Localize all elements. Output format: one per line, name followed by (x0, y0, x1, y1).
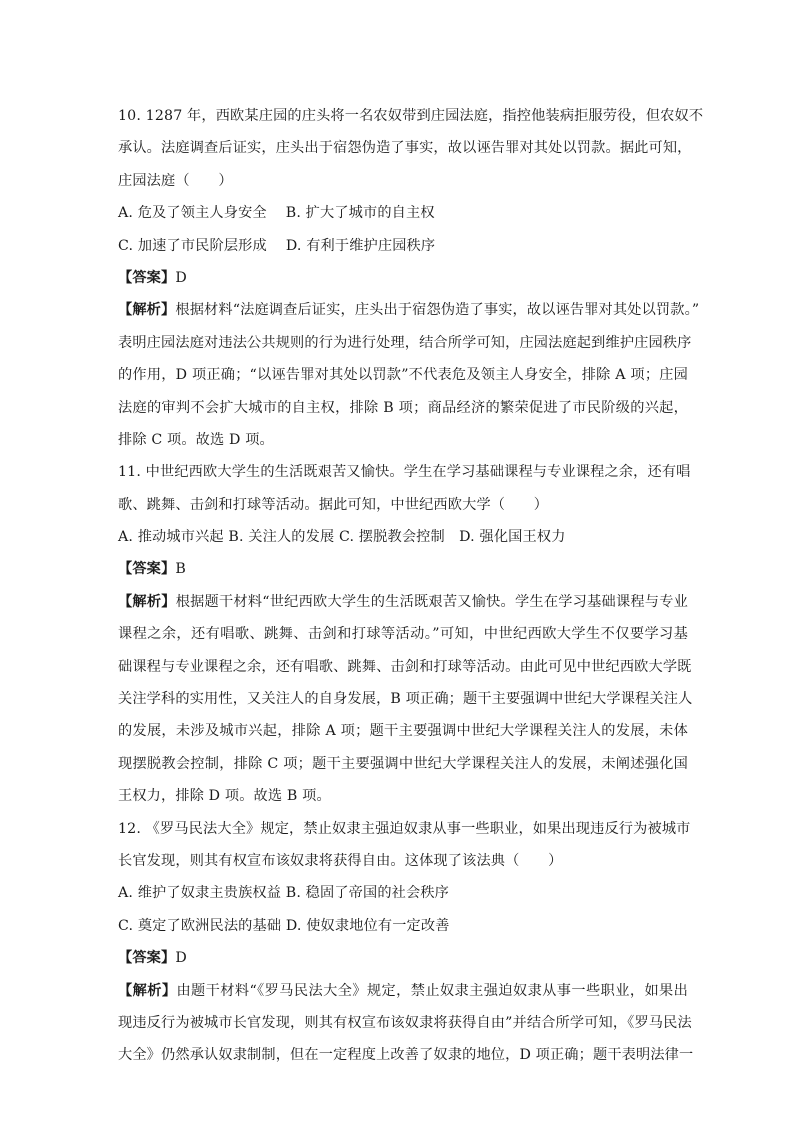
question-12-options-line-1: A. 维护了奴隶主贵族权益 B. 稳固了帝国的社会秩序 (118, 885, 450, 902)
analysis-tag: 【解析】 (118, 982, 177, 999)
question-12-analysis-line-1 (118, 975, 688, 1007)
answer-tag: 【答案】 (118, 950, 176, 967)
question-11-analysis-line-6: 现摆脱教会控制，排除 C 项；题干主要强调中世纪大学课程关注人的发展，未阐述强化国 (118, 755, 688, 772)
question-12-answer (118, 942, 688, 974)
question-11-stem-line-1: 11. 中世纪西欧大学生的生活既艰苦又愉快。学生在学习基础课程与专业课程之余，还有唱 (118, 464, 691, 481)
answer-tag: 【答案】 (118, 561, 176, 578)
question-10-analysis-line-1 (118, 294, 700, 326)
answer-value: D (175, 269, 187, 286)
question-12-analysis-line-3: 大全》仍然承认奴隶制制，但在一定程度上改善了奴隶的地位，D 项正确；题干表明法律一 (118, 1047, 694, 1064)
question-11-analysis-line-7: 王权力，排除 D 项。故选 B 项。 (118, 788, 331, 805)
question-10-options-line-2: C. 加速了市民阶层形成 D. 有利于维护庄园秩序 (118, 237, 436, 254)
document-page (118, 100, 704, 1072)
analysis-text: 根据材料“法庭调查后证实，庄头出于宿怨伪造了事实，故以诬告罪对其处以罚款。” (175, 302, 700, 319)
question-11-analysis-line-5: 的发展，未涉及城市兴起，排除 A 项；题干主要强调中世纪大学课程关注人的发展，未体 (118, 723, 688, 740)
question-10 (118, 100, 704, 456)
answer-tag: 【答案】 (118, 269, 176, 286)
question-11-stem-line-2: 歌、跳舞、击剑和打球等活动。据此可知，中世纪西欧大学（ ） (118, 496, 549, 513)
analysis-tag: 【解析】 (118, 593, 176, 610)
question-11-analysis-line-3: 础课程与专业课程之余，还有唱歌、跳舞、击剑和打球等活动。由此可见中世纪西欧大学既 (118, 658, 692, 675)
question-10-stem-line-1: 10. 1287 年，西欧某庄园的庄头将一名农奴带到庄园法庭，指控他装病拒服劳役，但农奴不 (118, 108, 704, 124)
question-11-options-line-1: A. 推动城市兴起 B. 关注人的发展 C. 摆脱教会控制 D. 强化国王权力 (118, 529, 566, 546)
question-10-analysis-line-3: 的作用，D 项正确；“以诬告罪对其处以罚款”不代表危及领主人身安全，排除 A 项；庄园 (118, 367, 688, 384)
question-11 (118, 456, 693, 812)
question-10-analysis-line-5: 排除 C 项。故选 D 项。 (118, 431, 274, 448)
question-10-analysis-line-4: 法庭的审判不会扩大城市的自主权，排除 B 项；商品经济的繁荣促进了市民阶级的兴起， (118, 399, 688, 416)
answer-value: B (175, 561, 186, 578)
question-12-stem-line-2: 长官发现，则其有权宣布该奴隶将获得自由。这体现了该法典（ ） (118, 852, 563, 869)
question-11-analysis-line-2: 课程之余，还有唱歌、跳舞、击剑和打球等活动。”可知，中世纪西欧大学生不仅要学习基 (118, 626, 688, 643)
question-11-answer (118, 553, 688, 585)
question-12-options-line-2: C. 奠定了欧洲民法的基础 D. 使奴隶地位有一定改善 (118, 917, 450, 934)
question-10-stem-line-2: 承认。法庭调查后证实，庄头出于宿怨伪造了事实，故以诬告罪对其处以罚款。据此可知， (118, 140, 692, 157)
answer-value: D (175, 950, 187, 967)
question-10-answer (118, 262, 688, 294)
question-12-stem-line-1: 12. 《罗马民法大全》规定，禁止奴隶主强迫奴隶从事一些职业，如果出现违反行为被城市 (118, 820, 691, 837)
analysis-text: 根据题干材料“世纪西欧大学生的生活既艰苦又愉快。学生在学习基础课程与专业 (175, 593, 688, 610)
question-10-analysis-line-2: 表明庄园法庭对违法公共规则的行为进行处理，结合所学可知，庄园法庭起到维护庄园秩序 (118, 334, 692, 351)
question-11-analysis-line-1 (118, 586, 688, 618)
question-10-options-line-1: A. 危及了领主人身安全 B. 扩大了城市的自主权 (118, 205, 435, 222)
analysis-tag: 【解析】 (118, 302, 176, 319)
question-11-analysis-line-4: 关注学科的实用性，又关注人的自身发展，B 项正确；题干主要强调中世纪大学课程关注人 (118, 691, 693, 708)
question-12-analysis-line-2: 现违反行为被城市长官发现，则其有权宣布该奴隶将获得自由”并结合所学可知，《罗马民法 (118, 1014, 692, 1031)
analysis-text: 由题干材料“《罗马民法大全》规定，禁止奴隶主强迫奴隶从事一些职业，如果出 (176, 982, 688, 999)
question-10-stem-line-3: 庄园法庭（ ） (118, 172, 233, 189)
question-12 (118, 813, 694, 1072)
